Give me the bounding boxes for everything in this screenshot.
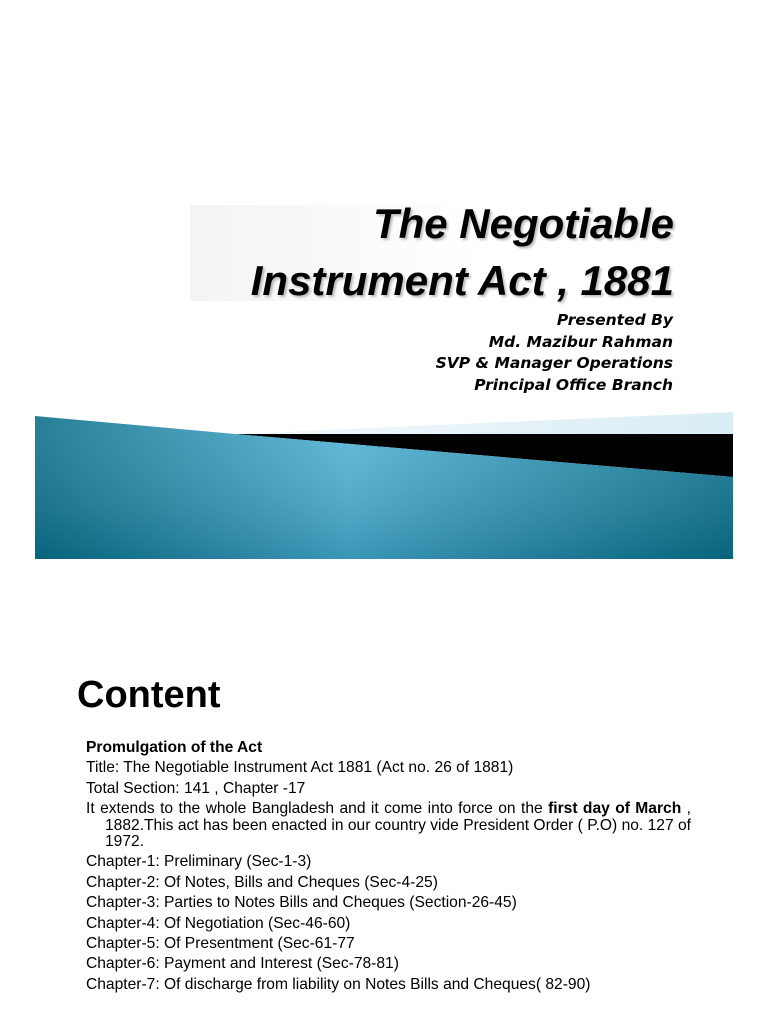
- content-slide: [0, 640, 768, 1024]
- band-pale-strip: [235, 412, 733, 434]
- chapter-item: Chapter-6: Payment and Interest (Sec-78-81): [86, 955, 399, 973]
- extent-paragraph: [86, 801, 691, 850]
- extent-text-start: It extends to the whole Bangladesh and it come into force on the: [86, 800, 549, 818]
- slide-title-line-2: Instrument Act , 1881: [250, 257, 674, 304]
- chapter-item: Chapter-5: Of Presentment (Sec-61-77: [86, 935, 355, 953]
- promulgation-heading: Promulgation of the Act: [86, 739, 263, 756]
- content-body: [86, 740, 691, 997]
- act-title-line: Title: The Negotiable Instrument Act 1881 (Act no. 26 of 1881): [86, 759, 514, 777]
- presenter-designation: SVP & Manager Operations: [435, 354, 673, 373]
- content-heading: Content: [77, 674, 221, 716]
- chapter-item: Chapter-2: Of Notes, Bills and Cheques (Sec-4-25): [86, 873, 438, 891]
- chapter-item: Chapter-4: Of Negotiation (Sec-46-60): [86, 914, 351, 932]
- chapter-item: Chapter-1: Preliminary (Sec-1-3): [86, 853, 312, 871]
- extent-text-end: , 1882.This act has been enacted in our country vide President Order ( P.O) no. 127 of 1972.: [105, 800, 691, 851]
- presented-by-label: Presented By: [556, 311, 673, 329]
- chapter-item: Chapter-3: Parties to Notes Bills and Cheques (Section-26-45): [86, 894, 517, 912]
- slide-title-line-1: The Negotiable: [372, 200, 674, 247]
- chapter-item: Chapter-7: Of discharge from liability on Notes Bills and Cheques( 82-90): [86, 975, 591, 993]
- presenter-office: Principal Office Branch: [474, 376, 673, 395]
- presenter-name: Md. Mazibur Rahman: [488, 332, 673, 351]
- total-section-line: Total Section: 141 , Chapter -17: [86, 779, 306, 797]
- extent-date: first day of March: [548, 800, 682, 818]
